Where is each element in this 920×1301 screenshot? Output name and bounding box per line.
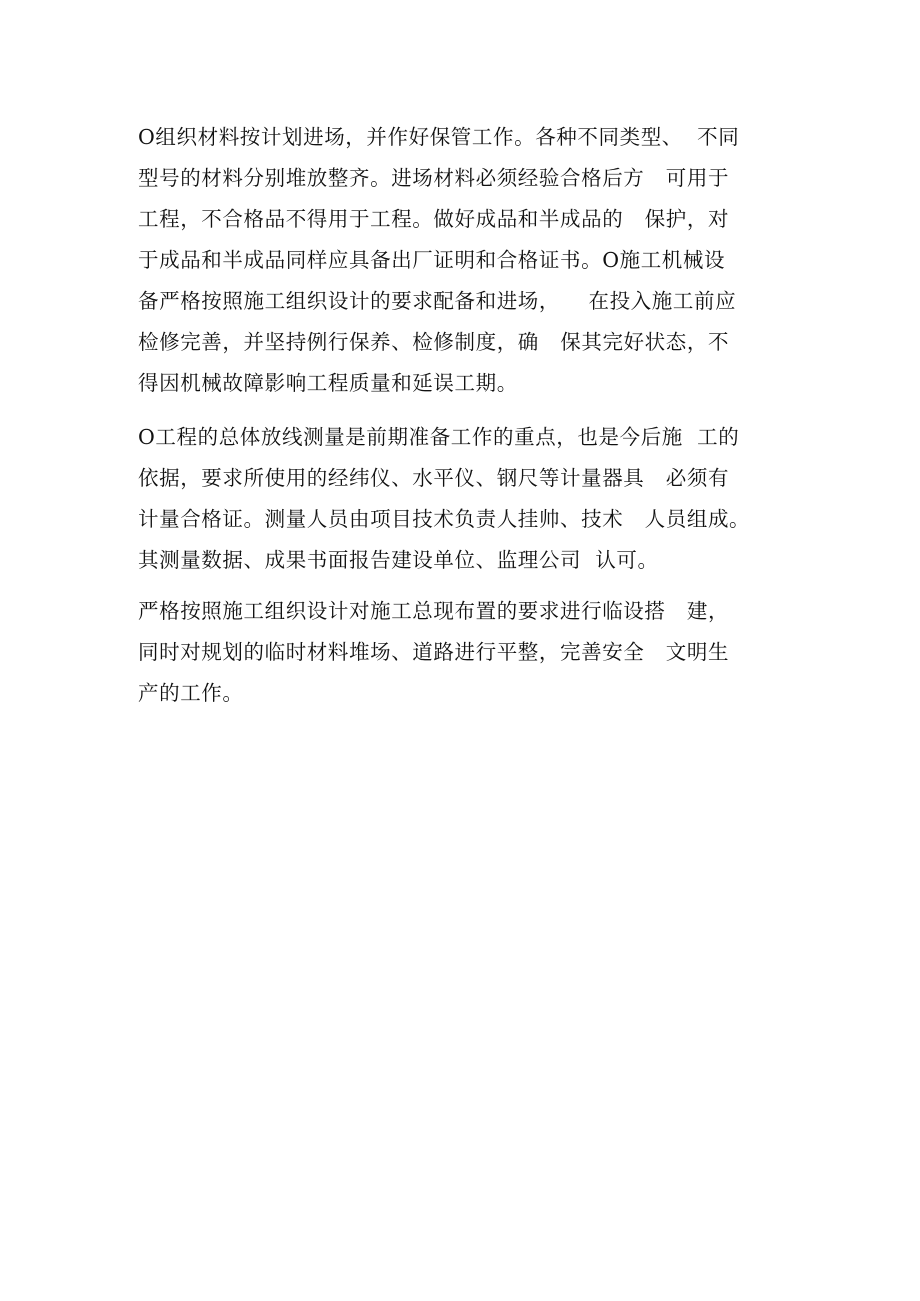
paragraph-1-line-4: 于成品和半成品同样应具备出厂证明和合格证书。O施工机械设 — [138, 248, 726, 272]
paragraph-3-line-1: 严格按照施工组织设计对施工总现布置的要求进行临设搭 建， — [138, 599, 730, 623]
paragraph-2-line-3: 计量合格证。测量人员由项目技术负责人挂帅、技术 人员组成。 — [138, 507, 751, 531]
paragraph-3-line-2: 同时对规划的临时材料堆场、道路进行平整，完善安全 文明生 — [138, 640, 730, 664]
paragraph-2-line-2: 依据，要求所使用的经纬仪、水平仪、钢尺等计量器具 必须有 — [138, 466, 730, 490]
paragraph-2-line-1: O工程的总体放线测量是前期准备工作的重点，也是今后施 工的 — [138, 425, 740, 449]
paragraph-1-line-7: 得因机械故障影响工程质量和延误工期。 — [138, 371, 518, 395]
paragraph-1-line-1: O组织材料按计划进场，并作好保管工作。各种不同类型、 不同 — [138, 125, 740, 149]
paragraph-1-line-3: 工程，不合格品不得用于工程。做好成品和半成品的 保护，对 — [138, 207, 730, 231]
paragraph-1-line-5: 备严格按照施工组织设计的要求配备和进场， 在投入施工前应 — [138, 289, 737, 313]
paragraph-3-line-3: 产的工作。 — [138, 681, 244, 705]
paragraph-1-line-2: 型号的材料分别堆放整齐。进场材料必须经验合格后方 可用于 — [138, 166, 730, 190]
paragraph-2-line-4: 其测量数据、成果书面报告建设单位、监理公司 认可。 — [138, 548, 659, 572]
paragraph-1-line-6: 检修完善，并坚持例行保养、检修制度，确 保其完好状态，不 — [138, 330, 730, 354]
